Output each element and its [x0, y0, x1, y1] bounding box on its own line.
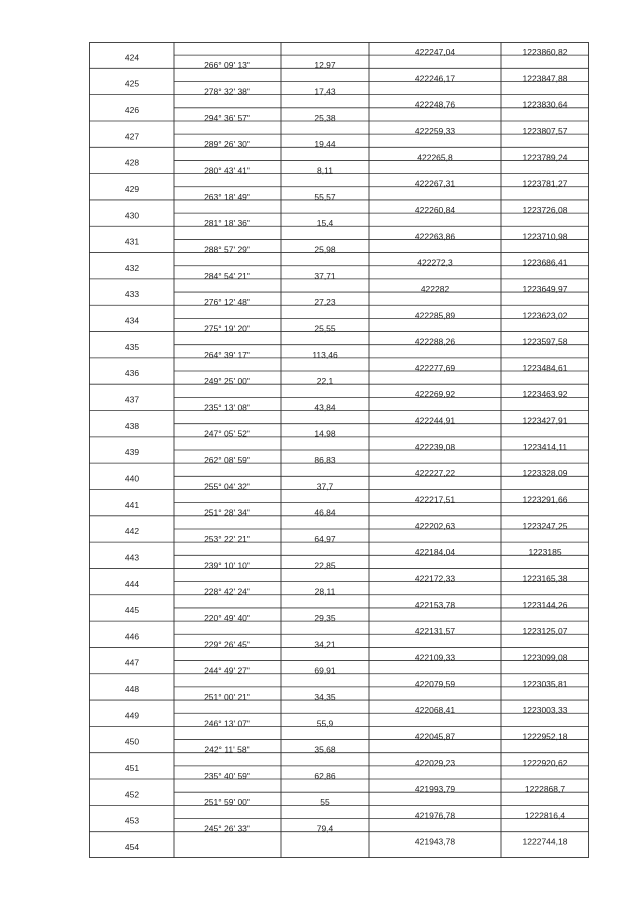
segment-angle: 263° 18' 49" [204, 191, 250, 202]
coordinate-y: 1223414,11 [522, 441, 568, 452]
segment-length: 37,71 [314, 270, 336, 281]
point-number: 431 [124, 236, 140, 247]
segment-angle: 228° 42' 24" [204, 586, 250, 597]
coordinate-y: 1223484,61 [522, 362, 568, 373]
segment-length: 25,98 [314, 244, 336, 255]
segment-length: 55 [320, 797, 330, 808]
point-number: 451 [124, 763, 140, 774]
coordinate-x: 422079,59 [414, 678, 456, 689]
point-number: 429 [124, 183, 140, 194]
segment-length: 22,1 [316, 376, 334, 387]
segment-angle: 253° 22' 21" [204, 534, 250, 545]
segment-angle: 262° 08' 59" [204, 455, 250, 466]
coordinate-x: 421993,79 [414, 784, 456, 795]
coordinate-y: 1223328,09 [522, 468, 568, 479]
coordinate-x: 422248,76 [414, 99, 456, 110]
point-number: 424 [124, 52, 140, 63]
segment-length: 22,85 [314, 560, 336, 571]
segment-angle: 276° 12' 48" [204, 297, 250, 308]
coordinate-table [89, 42, 589, 858]
point-number: 430 [124, 210, 140, 221]
point-number: 436 [124, 368, 140, 379]
coordinate-x: 422277,69 [414, 362, 456, 373]
segment-length: 34,21 [314, 639, 336, 650]
coordinate-x: 422227,22 [414, 468, 456, 479]
coordinate-y: 1223686,41 [522, 257, 568, 268]
segment-angle: 242° 11' 58" [204, 744, 250, 755]
coordinate-x: 422263,86 [414, 231, 456, 242]
segment-angle: 255° 04' 32" [204, 481, 250, 492]
segment-angle: 275° 19' 20" [204, 323, 250, 334]
segment-angle: 251° 28' 34" [204, 507, 250, 518]
segment-length: 69,91 [314, 665, 336, 676]
coordinate-y: 1223847,88 [522, 73, 568, 84]
coordinate-x: 422217,51 [414, 494, 456, 505]
segment-length: 35,68 [314, 744, 336, 755]
segment-angle: 280° 43' 41" [204, 165, 250, 176]
point-number: 452 [124, 789, 140, 800]
segment-angle: 247° 05' 52" [204, 428, 250, 439]
coordinate-x: 421976,78 [414, 810, 456, 821]
segment-angle: 264° 39' 17" [204, 349, 250, 360]
coordinate-y: 1223463,92 [522, 389, 568, 400]
segment-length: 43,84 [314, 402, 336, 413]
point-number: 439 [124, 447, 140, 458]
coordinate-y: 1223125,07 [522, 626, 568, 637]
coordinate-x: 422029,23 [414, 757, 456, 768]
segment-angle: 220° 49' 40" [204, 612, 250, 623]
segment-angle: 288° 57' 29" [204, 244, 250, 255]
coordinate-y: 1223035,81 [522, 678, 568, 689]
coordinate-x: 422239,08 [414, 441, 456, 452]
point-number: 454 [124, 841, 140, 852]
segment-angle: 235° 40' 59" [204, 770, 250, 781]
segment-angle: 245° 26' 33" [204, 823, 250, 834]
coordinate-y: 1223099,08 [522, 652, 568, 663]
coordinate-y: 1223003,33 [522, 705, 568, 716]
segment-length: 34,35 [314, 691, 336, 702]
coordinate-y: 1222868,7 [524, 784, 566, 795]
coordinate-y: 1222920,62 [522, 757, 568, 768]
coordinate-y: 1223247,25 [522, 520, 568, 531]
coordinate-y: 1223860,82 [522, 47, 568, 58]
coordinate-y: 1223781,27 [522, 178, 568, 189]
point-number: 428 [124, 157, 140, 168]
segment-angle: 251° 59' 00" [204, 797, 250, 808]
segment-length: 64,97 [314, 534, 336, 545]
coordinate-x: 422265,8 [417, 152, 453, 163]
coordinate-x: 422285,89 [414, 310, 456, 321]
coordinate-y: 1223597,58 [522, 336, 568, 347]
segment-length: 17,43 [314, 86, 336, 97]
point-number: 448 [124, 684, 140, 695]
coordinate-x: 422184,04 [414, 547, 456, 558]
coordinate-y: 1222952,18 [522, 731, 568, 742]
point-number: 441 [124, 499, 140, 510]
segment-angle: 278° 32' 38" [204, 86, 250, 97]
coordinate-y: 1223185 [528, 547, 562, 558]
point-number: 446 [124, 631, 140, 642]
coordinate-x: 422288,26 [414, 336, 456, 347]
segment-length: 113,46 [312, 349, 338, 360]
coordinate-y: 1222744,18 [522, 836, 568, 847]
coordinate-y: 1223291,66 [522, 494, 568, 505]
segment-length: 28,11 [314, 586, 336, 597]
segment-length: 55,57 [314, 191, 336, 202]
segment-length: 86,83 [314, 455, 336, 466]
point-number: 445 [124, 605, 140, 616]
coordinate-x: 422259,33 [414, 126, 456, 137]
point-number: 425 [124, 78, 140, 89]
point-number: 435 [124, 341, 140, 352]
segment-length: 12,97 [314, 60, 336, 71]
segment-length: 37,7 [316, 481, 334, 492]
coordinate-y: 1223807,57 [522, 126, 568, 137]
coordinate-x: 422244,91 [414, 415, 456, 426]
point-number: 449 [124, 710, 140, 721]
coordinate-y: 1223789,24 [522, 152, 568, 163]
segment-length: 27,23 [314, 297, 336, 308]
coordinate-x: 422247,04 [414, 47, 456, 58]
point-number: 434 [124, 315, 140, 326]
segment-length: 46,84 [314, 507, 336, 518]
coordinate-y: 1223726,08 [522, 204, 568, 215]
coordinate-y: 1223427,91 [522, 415, 568, 426]
coordinate-x: 422045,87 [414, 731, 456, 742]
coordinate-x: 422269,92 [414, 389, 456, 400]
coordinate-y: 1223649,97 [522, 283, 568, 294]
coordinate-x: 422109,33 [414, 652, 456, 663]
segment-angle: 251° 00' 21" [204, 691, 250, 702]
segment-length: 55,9 [316, 718, 334, 729]
coordinate-x: 422267,31 [414, 178, 456, 189]
coordinate-y: 1223165,38 [522, 573, 568, 584]
segment-angle: 281° 18' 36" [204, 218, 250, 229]
segment-length: 62,86 [314, 770, 336, 781]
coordinate-y: 1222816,4 [524, 810, 566, 821]
coordinate-x: 422153,78 [414, 599, 456, 610]
point-number: 426 [124, 104, 140, 115]
segment-angle: 235° 13' 08" [204, 402, 250, 413]
coordinate-x: 421943,78 [414, 836, 456, 847]
point-number: 450 [124, 736, 140, 747]
segment-length: 15,4 [316, 218, 334, 229]
point-number: 438 [124, 420, 140, 431]
point-number: 432 [124, 262, 140, 273]
coordinate-y: 1223830,64 [522, 99, 568, 110]
segment-angle: 289° 26' 30" [204, 139, 250, 150]
coordinate-x: 422068,41 [414, 705, 456, 716]
segment-angle: 249° 25' 00" [204, 376, 250, 387]
coordinate-y: 1223623,02 [522, 310, 568, 321]
segment-angle: 246° 13' 07" [204, 718, 250, 729]
segment-angle: 294° 36' 57" [204, 112, 250, 123]
segment-angle: 239° 10' 10" [204, 560, 250, 571]
segment-length: 25,55 [314, 323, 336, 334]
segment-length: 8,11 [317, 165, 333, 176]
segment-length: 19,44 [314, 139, 336, 150]
coordinate-x: 422272,3 [417, 257, 453, 268]
coordinate-x: 422202,63 [414, 520, 456, 531]
segment-angle: 229° 26' 45" [204, 639, 250, 650]
coordinate-x: 422260,84 [414, 204, 456, 215]
point-number: 433 [124, 289, 140, 300]
coordinate-x: 422131,57 [414, 626, 456, 637]
coordinate-x: 422282 [420, 283, 450, 294]
coordinate-x: 422172,33 [414, 573, 456, 584]
segment-length: 79,4 [316, 823, 334, 834]
point-number: 427 [124, 131, 140, 142]
point-number: 443 [124, 552, 140, 563]
segment-angle: 244° 49' 27" [204, 665, 250, 676]
coordinate-y: 1223144,26 [522, 599, 568, 610]
point-number: 440 [124, 473, 140, 484]
segment-angle: 284° 54' 21" [204, 270, 250, 281]
segment-length: 25,38 [314, 112, 336, 123]
point-number: 447 [124, 657, 140, 668]
coordinate-x: 422246,17 [414, 73, 456, 84]
segment-length: 29,35 [314, 612, 336, 623]
segment-length: 14,98 [314, 428, 336, 439]
segment-angle: 266° 09' 13" [204, 60, 250, 71]
point-number: 453 [124, 815, 140, 826]
point-number: 442 [124, 526, 140, 537]
point-number: 437 [124, 394, 140, 405]
coordinate-y: 1223710,98 [522, 231, 568, 242]
point-number: 444 [124, 578, 140, 589]
